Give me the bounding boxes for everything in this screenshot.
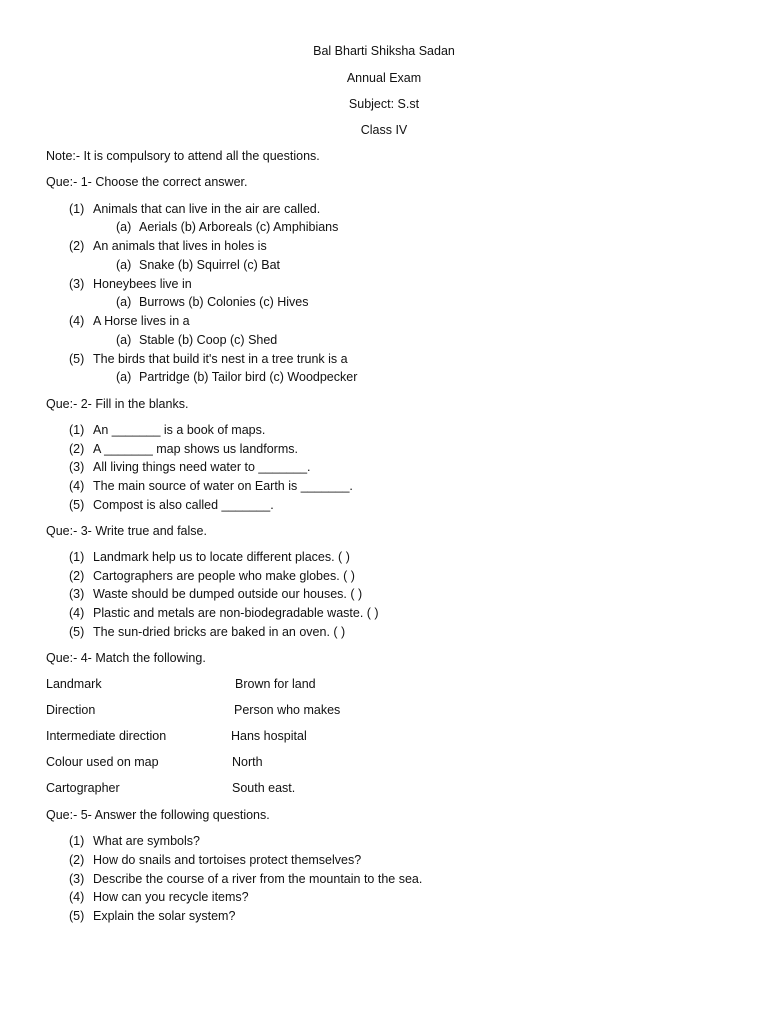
q1-item-3-text: Honeybees live in	[93, 277, 192, 291]
q5-item-4-number: (4)	[69, 890, 85, 904]
q5-item-5-text: Explain the solar system?	[93, 909, 236, 923]
q1-item-2-number: (2)	[69, 239, 85, 253]
q1-item-1-text: Animals that can live in the air are called.	[93, 202, 321, 216]
q1-item-5-option-label: (a)	[116, 370, 132, 384]
school-name: Bal Bharti Shiksha Sadan	[313, 44, 455, 58]
q3-item-1-text: Landmark help us to locate different places. ( )	[93, 550, 350, 564]
q2-item-1-text: An _______ is a book of maps.	[93, 423, 266, 437]
q1-item-3-option-label: (a)	[116, 295, 132, 309]
match-right-5: South east.	[232, 781, 296, 795]
q5-item-1-text: What are symbols?	[93, 834, 200, 848]
q2-item-1-number: (1)	[69, 423, 85, 437]
exam-title: Annual Exam	[346, 71, 422, 85]
match-left-3: Intermediate direction	[46, 729, 167, 743]
q2-item-5-number: (5)	[69, 498, 85, 512]
q1-item-4-number: (4)	[69, 314, 85, 328]
subject-line: Subject: S.st	[348, 97, 420, 111]
q5-item-3-number: (3)	[69, 872, 85, 886]
match-left-4: Colour used on map	[46, 755, 159, 769]
q3-title: Que:- 3- Write true and false.	[46, 524, 207, 538]
q2-title: Que:- 2- Fill in the blanks.	[46, 397, 189, 411]
q1-item-1-options: Aerials (b) Arboreals (c) Amphibians	[139, 220, 339, 234]
q3-item-4-number: (4)	[69, 606, 85, 620]
q1-item-2-text: An animals that lives in holes is	[93, 239, 267, 253]
q1-item-1-number: (1)	[69, 202, 85, 216]
match-left-1: Landmark	[46, 677, 102, 691]
q2-item-2-text: A _______ map shows us landforms.	[93, 442, 298, 456]
q1-item-1-option-label: (a)	[116, 220, 132, 234]
q2-item-4-text: The main source of water on Earth is _______.	[93, 479, 353, 493]
q2-item-4-number: (4)	[69, 479, 85, 493]
q1-item-5-number: (5)	[69, 352, 85, 366]
q3-item-2-text: Cartographers are people who make globes. ( )	[93, 569, 355, 583]
q2-item-3-text: All living things need water to _______.	[93, 460, 311, 474]
q3-item-2-number: (2)	[69, 569, 85, 583]
q5-item-3-text: Describe the course of a river from the mountain to the sea.	[93, 872, 423, 886]
match-right-1: Brown for land	[235, 677, 316, 691]
q2-item-2-number: (2)	[69, 442, 85, 456]
match-left-5: Cartographer	[46, 781, 120, 795]
match-right-2: Person who makes	[234, 703, 341, 717]
q5-item-1-number: (1)	[69, 834, 85, 848]
q3-item-4-text: Plastic and metals are non-biodegradable waste. ( )	[93, 606, 379, 620]
q1-item-5-options: Partridge (b) Tailor bird (c) Woodpecker	[139, 370, 358, 384]
match-right-4: North	[232, 755, 263, 769]
q1-item-3-number: (3)	[69, 277, 85, 291]
q1-title: Que:- 1- Choose the correct answer.	[46, 175, 248, 189]
q3-item-5-number: (5)	[69, 625, 85, 639]
q1-item-3-options: Burrows (b) Colonies (c) Hives	[139, 295, 309, 309]
q1-item-4-text: A Horse lives in a	[93, 314, 190, 328]
q1-item-5-text: The birds that build it's nest in a tree trunk is a	[93, 352, 348, 366]
q2-item-3-number: (3)	[69, 460, 85, 474]
q1-item-4-option-label: (a)	[116, 333, 132, 347]
match-left-2: Direction	[46, 703, 96, 717]
q1-item-2-options: Snake (b) Squirrel (c) Bat	[139, 258, 281, 272]
q3-item-3-number: (3)	[69, 587, 85, 601]
q2-item-5-text: Compost is also called _______.	[93, 498, 274, 512]
match-right-3: Hans hospital	[231, 729, 307, 743]
q5-item-5-number: (5)	[69, 909, 85, 923]
q5-item-2-number: (2)	[69, 853, 85, 867]
q3-item-1-number: (1)	[69, 550, 85, 564]
class-line: Class IV	[360, 123, 408, 137]
q5-title: Que:- 5- Answer the following questions.	[46, 808, 270, 822]
note: Note:- It is compulsory to attend all the questions.	[46, 149, 320, 163]
q3-item-5-text: The sun-dried bricks are baked in an oven. ( )	[93, 625, 346, 639]
q4-title: Que:- 4- Match the following.	[46, 651, 206, 665]
q1-item-2-option-label: (a)	[116, 258, 132, 272]
q5-item-2-text: How do snails and tortoises protect themselves?	[93, 853, 362, 867]
q5-item-4-text: How can you recycle items?	[93, 890, 249, 904]
q3-item-3-text: Waste should be dumped outside our houses. ( )	[93, 587, 363, 601]
q1-item-4-options: Stable (b) Coop (c) Shed	[139, 333, 278, 347]
